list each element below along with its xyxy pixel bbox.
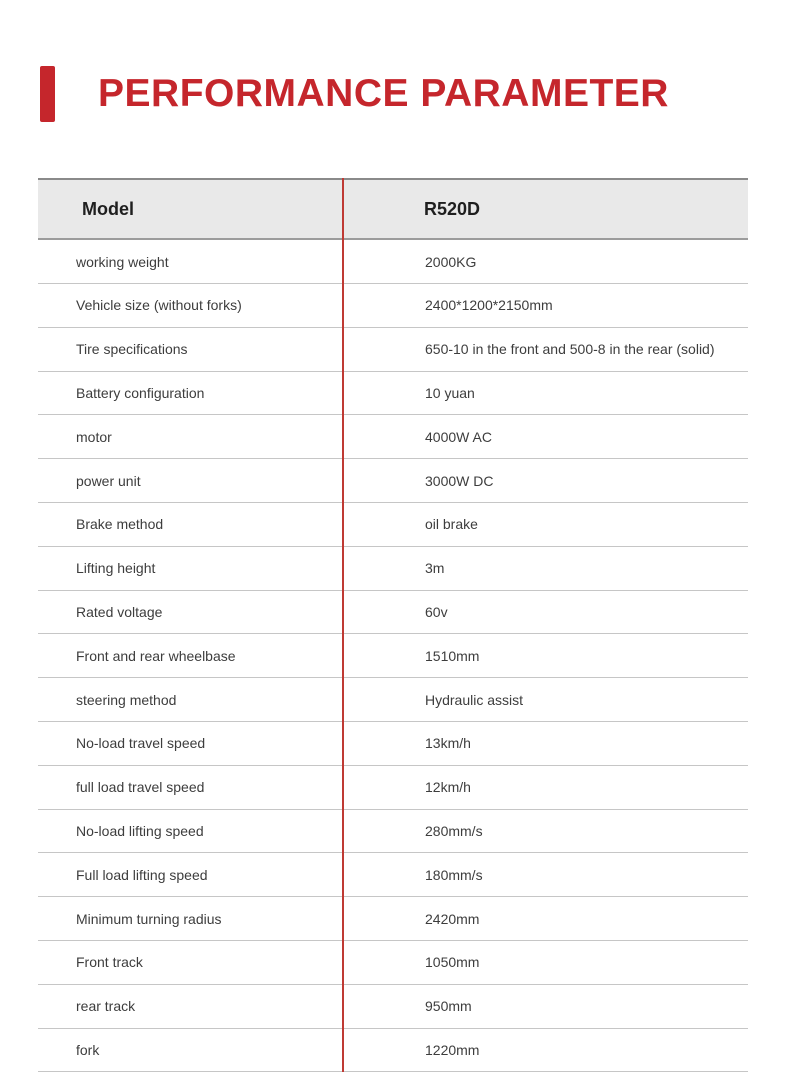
row-label: power unit: [76, 472, 141, 489]
row-label: Lifting height: [76, 560, 156, 577]
row-value: 280mm/s: [425, 823, 483, 839]
row-value: 13km/h: [425, 735, 471, 752]
table-row: [38, 810, 748, 854]
table-row: [38, 985, 748, 1029]
table-row: [38, 634, 748, 678]
row-value: 10 yuan: [425, 385, 475, 402]
row-label: No-load travel speed: [76, 735, 206, 752]
row-label: Rated voltage: [76, 604, 163, 621]
row-value: 180mm/s: [425, 866, 483, 883]
table-row: [38, 415, 748, 459]
row-value: 1220mm: [425, 1041, 480, 1058]
table-row: [38, 1029, 748, 1073]
row-value: 12km/h: [425, 779, 471, 796]
row-label: No-load lifting speed: [76, 823, 204, 839]
table-row: [38, 897, 748, 941]
table-header-row: [38, 178, 748, 240]
table-row: [38, 284, 748, 328]
spec-table: [38, 178, 748, 1072]
row-value: 2400*1200*2150mm: [425, 297, 553, 314]
column-divider-line: [342, 178, 344, 1072]
row-value: 650-10 in the front and 500-8 in the rear (solid): [425, 341, 715, 358]
row-value: 3000W DC: [425, 472, 494, 489]
table-body: [38, 240, 748, 1072]
table-row: [38, 722, 748, 766]
row-value: 1510mm: [425, 647, 480, 664]
page-title: PERFORMANCE PARAMETER: [98, 72, 669, 116]
title-accent-bar: [40, 66, 55, 122]
row-label: Tire specifications: [76, 341, 188, 358]
row-label: Front and rear wheelbase: [76, 647, 236, 664]
table-row: [38, 547, 748, 591]
table-row: [38, 240, 748, 284]
table-row: [38, 591, 748, 635]
row-label: Front track: [76, 954, 143, 971]
table-row: [38, 372, 748, 416]
row-value: oil brake: [425, 516, 478, 533]
row-value: 4000W AC: [425, 428, 492, 445]
table-row: [38, 503, 748, 547]
row-label: Battery configuration: [76, 385, 205, 402]
row-label: full load travel speed: [76, 779, 205, 796]
row-value: 2000KG: [425, 253, 477, 270]
row-value: 1050mm: [425, 954, 480, 971]
row-label: Minimum turning radius: [76, 910, 222, 927]
row-label: Vehicle size (without forks): [76, 297, 242, 314]
column-header-r520d: R520D: [424, 198, 481, 219]
table-row: [38, 941, 748, 985]
column-header-model: Model: [82, 198, 134, 219]
table-row: [38, 459, 748, 503]
table-row: [38, 853, 748, 897]
row-value: 950mm: [425, 998, 472, 1015]
row-value: Hydraulic assist: [425, 691, 524, 708]
table-row: [38, 678, 748, 722]
row-label: steering method: [76, 691, 177, 708]
row-value: 60v: [425, 604, 448, 621]
table-row: [38, 766, 748, 810]
row-label: fork: [76, 1041, 100, 1058]
row-label: working weight: [76, 253, 169, 270]
page-header: [40, 0, 800, 139]
table-row: [38, 328, 748, 372]
row-label: Full load lifting speed: [76, 866, 208, 883]
row-label: motor: [76, 428, 112, 445]
row-label: Brake method: [76, 516, 164, 533]
row-value: 3m: [425, 560, 445, 577]
row-label: rear track: [76, 998, 136, 1015]
row-value: 2420mm: [425, 910, 480, 927]
